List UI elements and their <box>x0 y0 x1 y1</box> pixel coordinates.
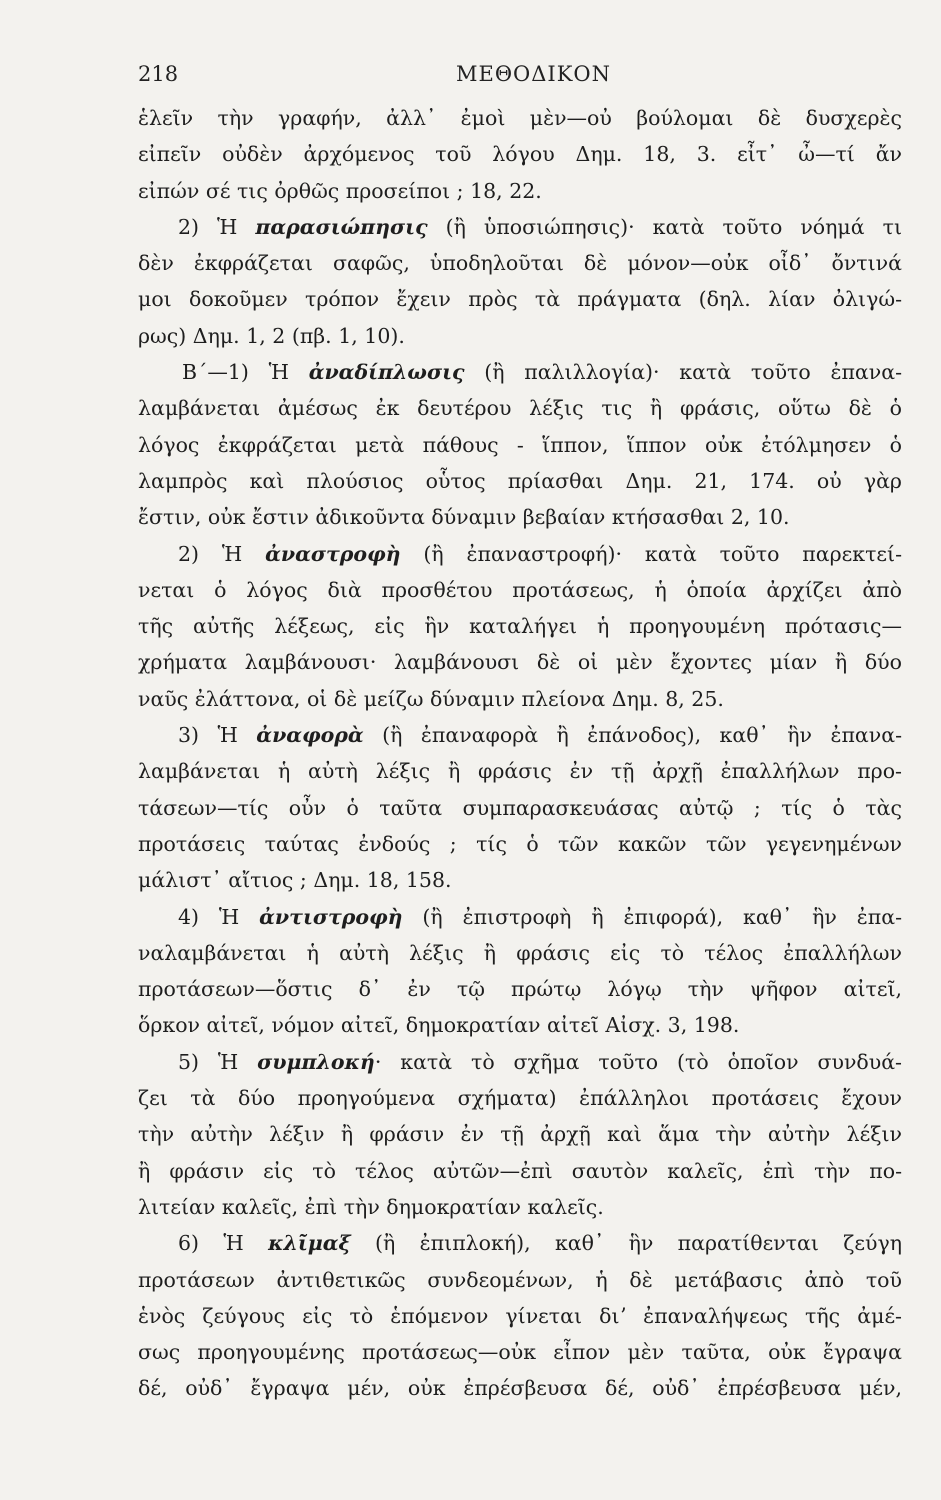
text-line <box>138 1080 902 1116</box>
page-number: 218 <box>138 62 179 86</box>
text-line <box>138 862 902 898</box>
line-text-rest: (ἢ ἐπαναστροφή)· κατὰ τοῦτο παρεκτεί- <box>400 541 902 566</box>
line-text: μάλιστ᾽ αἴτιος ; Δημ. 18, 158. <box>138 868 452 893</box>
line-text: τὴν αὐτὴν λέξιν ἢ φράσιν ἐν τῇ ἀρχῇ καὶ ἅμα τὴν αὐτὴν λέξιν <box>138 1122 902 1147</box>
text-line <box>138 499 902 535</box>
text-line <box>138 971 902 1007</box>
line-text: δέ, οὐδ᾽ ἔγραψα μέν, οὐκ ἐπρέσβευσα δέ, οὐδ᾽ ἐπρέσβευσα μέν, <box>138 1376 902 1401</box>
text-line <box>138 390 902 426</box>
body-text <box>138 100 902 1407</box>
line-text: 3) Ἡ <box>178 723 257 748</box>
text-line <box>138 209 902 245</box>
text-line <box>138 899 902 935</box>
line-text: τῆς αὐτῆς λέξεως, εἰς ἣν καταλήγει ἡ προηγουμένη πρότασις— <box>138 614 902 639</box>
line-text-rest: (ἢ παλιλλογία)· κατὰ τοῦτο ἐπανα- <box>464 360 902 385</box>
text-line <box>138 717 902 753</box>
rhetorical-term: συμπλοκή <box>257 1049 375 1074</box>
page-header <box>138 58 898 92</box>
line-text: δὲν ἐκφράζεται σαφῶς, ὑποδηλοῦται δὲ μόνον—οὐκ οἶδ᾽ ὄντινά <box>138 251 902 276</box>
line-text: 4) Ἡ <box>178 904 260 929</box>
rhetorical-term: ἀντιστροφὴ <box>259 904 403 929</box>
rhetorical-term: παρασιώπησις <box>255 214 428 239</box>
line-text: ζει τὰ δύο προηγούμενα σχήματα) ἐπάλληλοι προτάσεις ἔχουν <box>138 1086 902 1111</box>
text-line <box>138 1370 902 1406</box>
text-line <box>138 644 902 680</box>
line-text: Β΄—1) Ἡ <box>182 360 309 385</box>
line-text: χρήματα λαμβάνουσι· λαμβάνουσι δὲ οἱ μὲν ἔχοντες μίαν ἢ δύο <box>138 650 902 675</box>
text-line <box>138 318 902 354</box>
text-line <box>138 536 902 572</box>
line-text: λαμβάνεται ἀμέσως ἐκ δευτέρου λέξις τις ἢ φράσις, οὕτω δὲ ὁ <box>138 396 902 421</box>
text-line <box>138 463 902 499</box>
line-text: λαμπρὸς καὶ πλούσιος οὗτος πρίασθαι Δημ. 21, 174. οὐ γὰρ <box>138 468 902 493</box>
text-line <box>138 173 902 209</box>
text-line <box>138 100 902 136</box>
line-text-rest: · κατὰ τὸ σχῆμα τοῦτο (τὸ ὁποῖον συνδυά- <box>374 1049 902 1074</box>
line-text: προτάσεων ἀντιθετικῶς συνδεομένων, ἡ δὲ μετάβασις ἀπὸ τοῦ <box>138 1267 902 1292</box>
line-text: ἔστιν, οὐκ ἔστιν ἀδικοῦντα δύναμιν βεβαίαν κτήσασθαι 2, 10. <box>138 505 790 530</box>
line-text: εἰπών σέ τις ὀρθῶς προσείποι ; 18, 22. <box>138 178 542 203</box>
text-line <box>138 245 902 281</box>
text-line <box>138 1298 902 1334</box>
text-line <box>138 608 902 644</box>
line-text: ἢ φράσιν εἰς τὸ τέλος αὐτῶν—ἐπὶ σαυτὸν καλεῖς, ἐπὶ τὴν πο- <box>138 1158 902 1183</box>
text-line <box>138 790 902 826</box>
text-line <box>138 681 902 717</box>
text-line <box>138 1044 902 1080</box>
line-text: ἑνὸς ζεύγους εἰς τὸ ἑπόμενον γίνεται διʼ ἐπαναλήψεως τῆς ἀμέ- <box>138 1303 902 1328</box>
line-text-rest: (ἢ ἐπιστροφὴ ἢ ἐπιφορά), καθ᾽ ἣν ἐπα- <box>402 904 902 929</box>
line-text: μοι δοκοῦμεν τρόπον ἔχειν πρὸς τὰ πράγματα (δηλ. λίαν ὀλιγώ- <box>138 287 902 312</box>
line-text-rest: (ἢ ὑποσιώπησις)· κατὰ τοῦτο νόημά τι <box>427 214 902 239</box>
text-line <box>138 427 902 463</box>
text-line <box>138 1262 902 1298</box>
text-line <box>138 1153 902 1189</box>
line-text: 6) Ἡ <box>178 1231 269 1256</box>
text-line <box>138 935 902 971</box>
text-line <box>138 753 902 789</box>
rhetorical-term: κλῖμαξ <box>268 1231 351 1256</box>
line-text: προτάσεων—ὅστις δ᾽ ἐν τῷ πρώτῳ λόγῳ τὴν ψῆφον αἰτεῖ, <box>138 977 902 1002</box>
line-text-rest: (ἢ ἐπιπλοκή), καθ᾽ ἣν παρατίθενται ζεύγη <box>350 1231 902 1256</box>
line-text: προτάσεις ταύτας ἐνδούς ; τίς ὁ τῶν κακῶν τῶν γεγενημένων <box>138 831 902 856</box>
running-title: ΜΕΘΟΔΙΚΟΝ <box>456 62 612 86</box>
line-text: λιτείαν καλεῖς, ἐπὶ τὴν δημοκρατίαν καλεῖς. <box>138 1194 604 1219</box>
text-line <box>138 826 902 862</box>
line-text: 2) Ἡ <box>178 541 266 566</box>
line-text: νεται ὁ λόγος διὰ προσθέτου προτάσεως, ἡ ὁποία ἀρχίζει ἀπὸ <box>138 577 902 602</box>
text-line <box>138 1334 902 1370</box>
rhetorical-term: ἀναφορὰ <box>256 723 364 748</box>
text-line <box>138 1116 902 1152</box>
text-line <box>138 136 902 172</box>
line-text: εἰπεῖν οὐδὲν ἀρχόμενος τοῦ λόγου Δημ. 18, 3. εἶτ᾽ ὦ—τί ἄν <box>138 142 902 167</box>
line-text: ὅρκον αἰτεῖ, νόμον αἰτεῖ, δημοκρατίαν αἰτεῖ Αἰσχ. 3, 198. <box>138 1013 740 1038</box>
text-line <box>138 281 902 317</box>
rhetorical-term: ἀναδίπλωσις <box>308 360 465 385</box>
line-text: ἑλεῖν τὴν γραφήν, ἀλλ᾽ ἐμοὶ μὲν—οὐ βούλομαι δὲ δυσχερὲς <box>138 106 902 130</box>
line-text: ναῦς ἐλάττονα, οἱ δὲ μείζω δύναμιν πλείονα Δημ. 8, 25. <box>138 686 724 711</box>
line-text: σως προηγουμένης προτάσεως—οὐκ εἶπον μὲν ταῦτα, οὐκ ἔγραψα <box>138 1340 902 1365</box>
line-text: 2) Ἡ <box>178 214 256 239</box>
text-line <box>138 1007 902 1043</box>
line-text: ναλαμβάνεται ἡ αὐτὴ λέξις ἢ φράσις εἰς τὸ τέλος ἐπαλλήλων <box>138 940 902 965</box>
text-line <box>138 1225 902 1261</box>
rhetorical-term: ἀναστροφὴ <box>265 541 401 566</box>
text-line <box>138 1189 902 1225</box>
line-text: 5) Ἡ <box>178 1049 258 1074</box>
line-text: λαμβάνεται ἡ αὐτὴ λέξις ἢ φράσις ἐν τῇ ἀρχῇ ἐπαλλήλων προ- <box>138 759 902 784</box>
line-text: τάσεων—τίς οὖν ὁ ταῦτα συμπαρασκευάσας αὐτῷ ; τίς ὁ τὰς <box>138 795 902 820</box>
text-line <box>138 354 902 390</box>
text-line <box>138 572 902 608</box>
line-text-rest: (ἢ ἐπαναφορὰ ἢ ἐπάνοδος), καθ᾽ ἣν ἐπανα- <box>363 723 902 748</box>
line-text: λόγος ἐκφράζεται μετὰ πάθους - ἵππον, ἵππον οὐκ ἐτόλμησεν ὁ <box>138 432 902 457</box>
line-text: ρως) Δημ. 1, 2 (πβ. 1, 10). <box>138 323 405 348</box>
